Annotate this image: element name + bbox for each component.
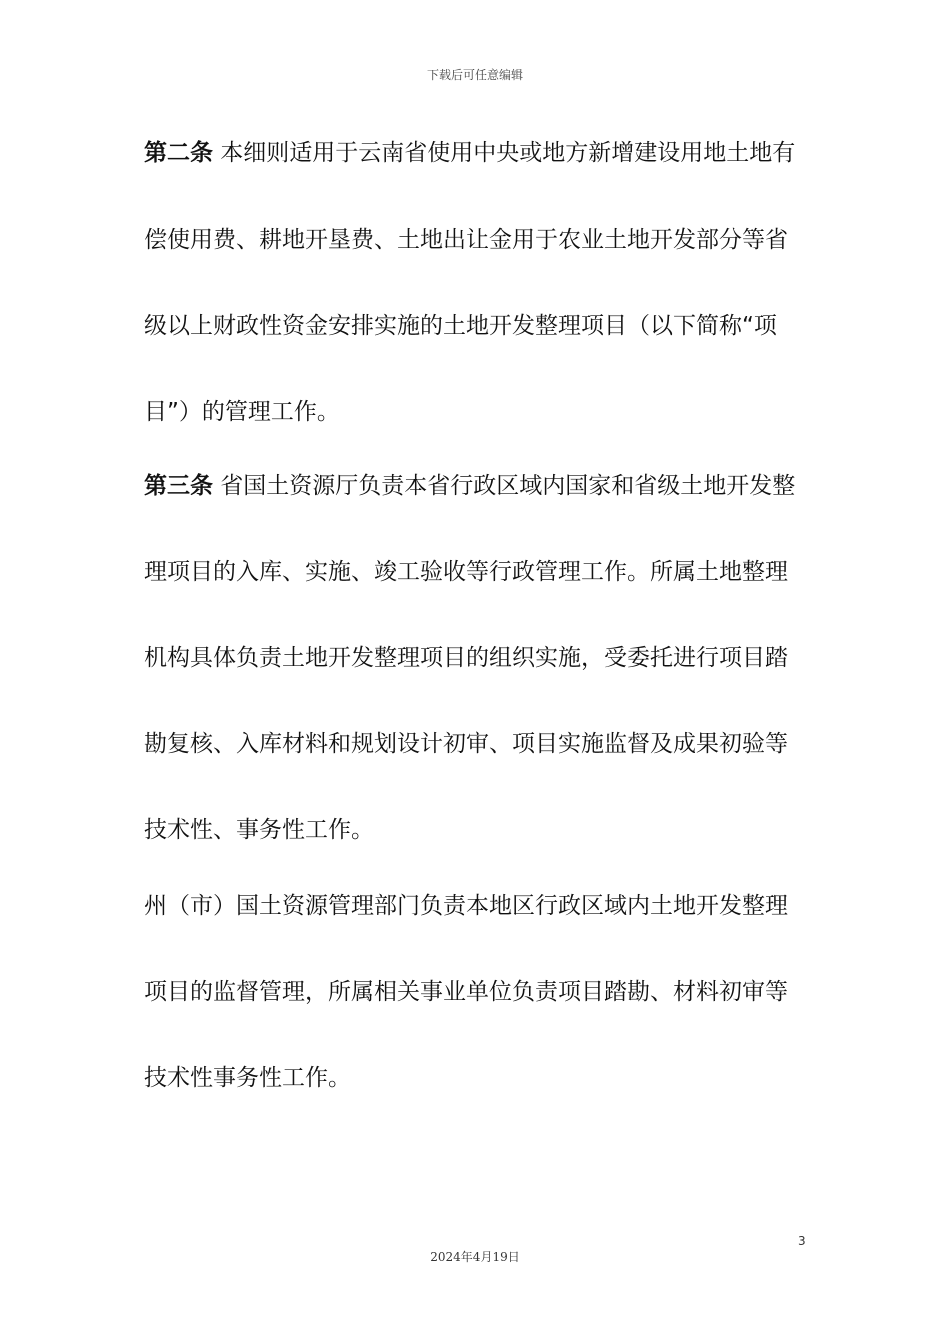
paragraph-3-line-3: 技术性事务性工作。	[144, 1065, 351, 1091]
article-3-line-5: 技术性、事务性工作。	[144, 817, 374, 843]
paragraph-3-line-1: 州（市）国土资源管理部门负责本地区行政区域内土地开发整理	[144, 893, 788, 919]
article-2-line-1	[144, 138, 795, 168]
article-2-line-4: 目”）的管理工作。	[144, 399, 340, 425]
page-number: 3	[798, 1234, 806, 1248]
article-2-text-1: 本细则适用于云南省使用中央或地方新增建设用地土地有	[213, 140, 796, 166]
article-3-text-1: 省国土资源厅负责本省行政区域内国家和省级土地开发整	[213, 473, 796, 499]
paragraph-3-line-2: 项目的监督管理，所属相关事业单位负责项目踏勘、材料初审等	[144, 979, 788, 1005]
page-header-note: 下载后可任意编辑	[426, 68, 523, 82]
footer-date: 2024年4月19日	[430, 1250, 520, 1264]
article-2-label: 第二条	[144, 140, 213, 166]
article-3-line-2: 理项目的入库、实施、竣工验收等行政管理工作。所属土地整理	[144, 559, 788, 585]
article-3-line-3: 机构具体负责土地开发整理项目的组织实施，受委托进行项目踏	[144, 645, 788, 671]
article-2-line-3: 级以上财政性资金安排实施的土地开发整理项目（以下简称“项	[144, 313, 777, 339]
article-3-label: 第三条	[144, 473, 213, 499]
article-3-line-4: 勘复核、入库材料和规划设计初审、项目实施监督及成果初验等	[144, 731, 788, 757]
article-2-line-2: 偿使用费、耕地开垦费、土地出让金用于农业土地开发部分等省	[144, 227, 788, 253]
article-3-line-1	[144, 471, 795, 501]
